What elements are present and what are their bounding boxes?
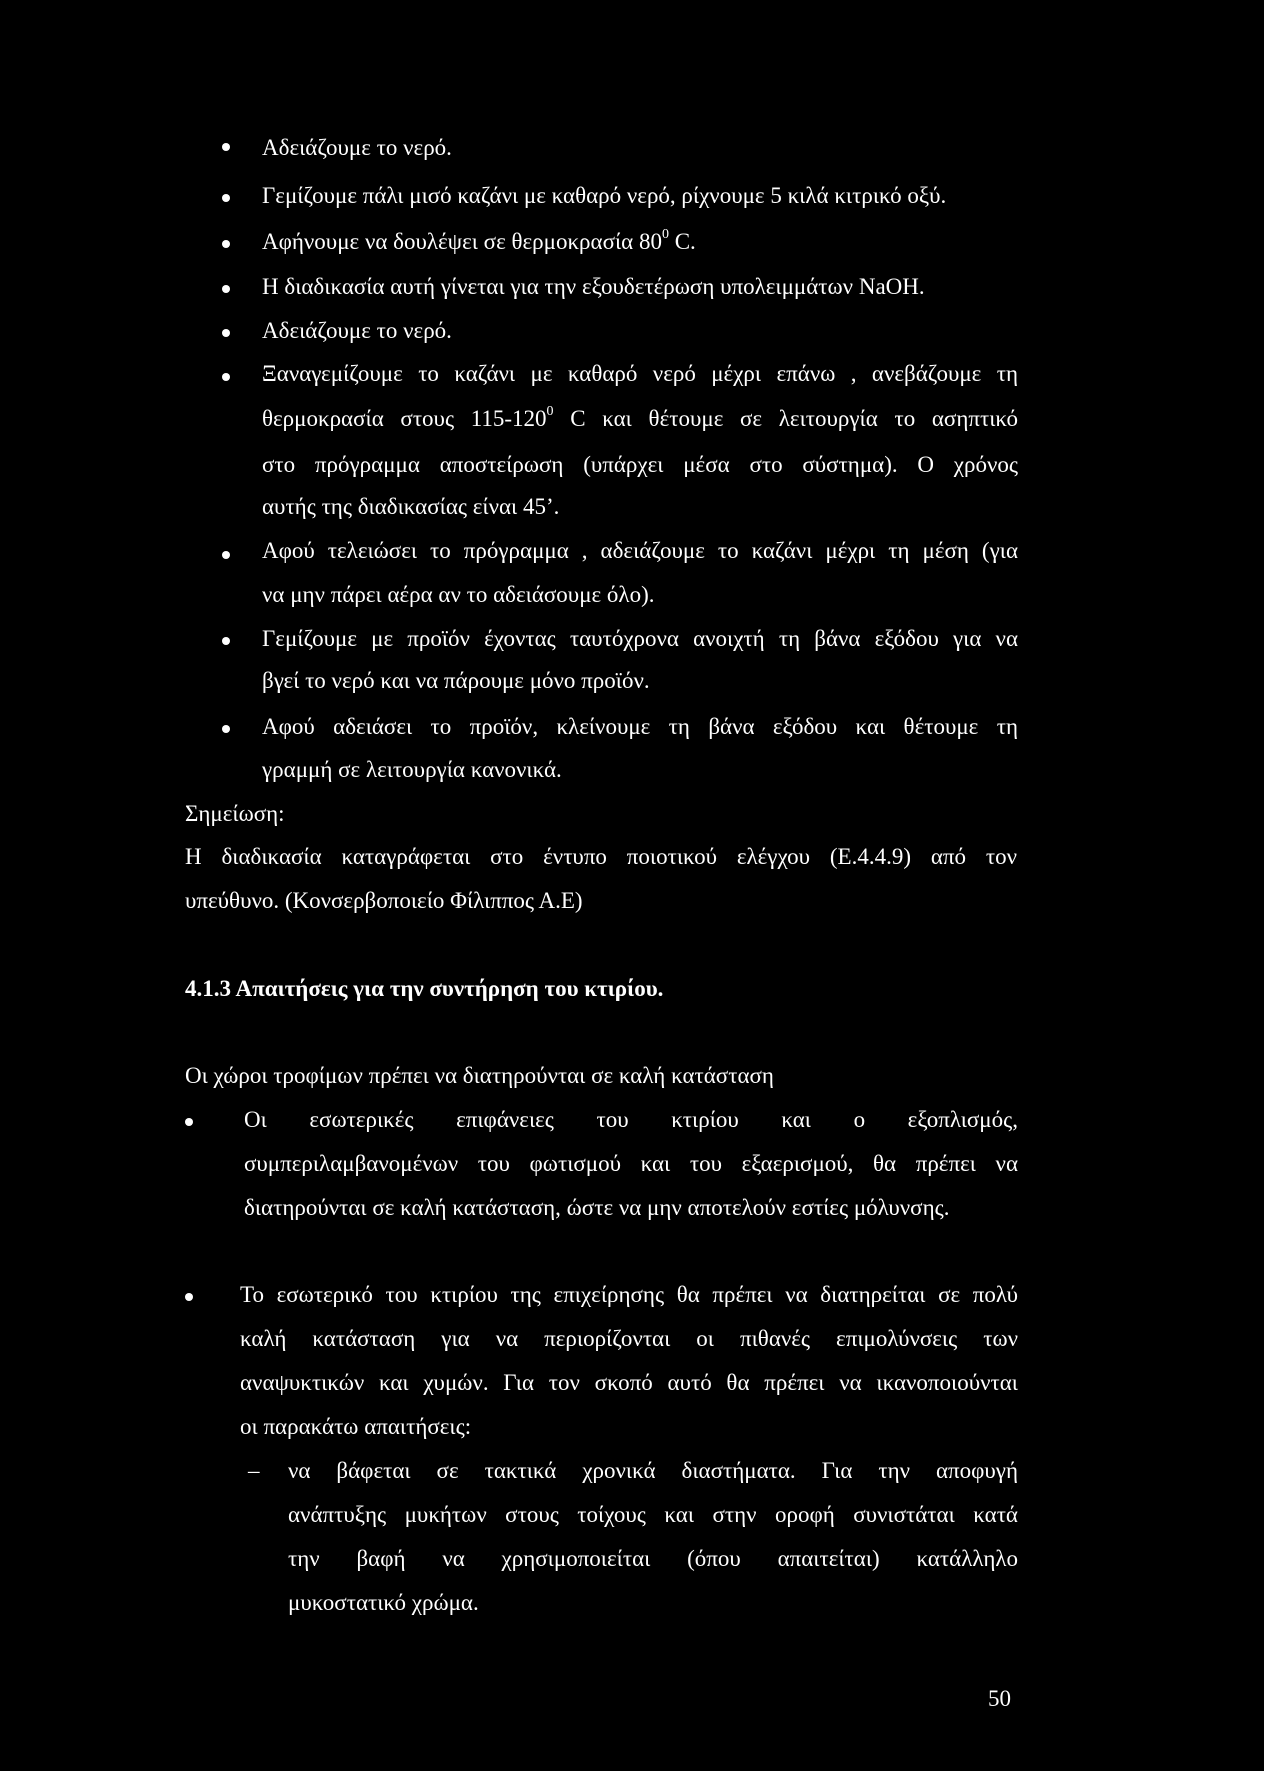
bullet-text: Αφήνουμε να δουλέψει σε θερμοκρασία $80^0$ C. [262, 227, 696, 254]
bullet-text: θερμοκρασία στους $115-120^0$ C και θέτουμε σε λειτουργία το ασηπτικό [262, 404, 1018, 431]
bullet-text: Η διαδικασία αυτή γίνεται για την εξουδετέρωση υπολειμμάτων NaOH. [262, 274, 925, 299]
note-label: Σημείωση: [185, 801, 285, 826]
bullet-dot [185, 1293, 193, 1301]
bullet-text: αναψυκτικών και χυμών. Για τον σκοπό αυτό θα πρέπει να ικανοποιούνται [240, 1370, 1018, 1395]
page-number: 50 [988, 1686, 1011, 1711]
bullet-text: Οι εσωτερικές επιφάνειες του κτιρίου και ο εξοπλισμός, [244, 1107, 1018, 1132]
dash-item-text: την βαφή να χρησιμοποιείται (όπου απαιτείται) κατάλληλο [288, 1546, 1018, 1571]
dash-item-text: ανάπτυξης μυκήτων στους τοίχους και στην οροφή συνιστάται κατά [288, 1502, 1018, 1527]
dash-item-text: να βάφεται σε τακτικά χρονικά διαστήματα. Για την αποφυγή [288, 1458, 1018, 1483]
bullet-text: οι παρακάτω απαιτήσεις: [240, 1414, 472, 1439]
bullet-text: αυτής της διαδικασίας είναι 45’. [262, 494, 560, 519]
bullet-text: στο πρόγραμμα αποστείρωση (υπάρχει μέσα στο σύστημα). Ο χρόνος [262, 452, 1018, 477]
note-text: υπεύθυνο. (Κονσερβοποιείο Φίλιππος Α.Ε) [185, 888, 583, 913]
bullet-text: βγεί το νερό και να πάρουμε μόνο προϊόν. [262, 668, 650, 693]
bullet-text: Αδειάζουμε το νερό. [262, 318, 452, 343]
bullet-text: Γεμίζουμε πάλι μισό καζάνι με καθαρό νερό, ρίχνουμε 5 κιλά κιτρικό οξύ. [262, 183, 947, 208]
bullet-dot [222, 725, 230, 733]
bullet-text: Γεμίζουμε με προϊόν έχοντας ταυτόχρονα ανοιχτή τη βάνα εξόδου για να [262, 626, 1018, 651]
bullet-dot [222, 637, 230, 645]
section-heading: 4.1.3 Απαιτήσεις για την συντήρηση του κτιρίου. [185, 976, 664, 1001]
bullet-text: καλή κατάσταση για να περιορίζονται οι πιθανές επιμολύνσεις των [240, 1326, 1018, 1351]
dash-item-text: μυκοστατικό χρώμα. [288, 1590, 479, 1615]
bullet-text: Αφού αδειάσει το προϊόν, κλείνουμε τη βάνα εξόδου και θέτουμε τη [262, 714, 1018, 739]
dash-marker: – [248, 1458, 260, 1483]
bullet-text: γραμμή σε λειτουργία κανονικά. [262, 757, 562, 782]
bullet-text: Αδειάζουμε το νερό. [262, 135, 452, 160]
bullet-text: Ξαναγεμίζουμε το καζάνι με καθαρό νερό μέχρι επάνω , ανεβάζουμε τη [262, 361, 1018, 386]
bullet-dot [222, 143, 230, 151]
bullet-text: διατηρούνται σε καλή κατάσταση, ώστε να μην αποτελούν εστίες μόλυνσης. [244, 1195, 950, 1220]
bullet-dot [222, 240, 230, 248]
note-text: Η διαδικασία καταγράφεται στο έντυπο ποιοτικού ελέγχου (Ε.4.4.9) από τον [185, 844, 1017, 869]
bullet-text: Το εσωτερικό του κτιρίου της επιχείρησης θα πρέπει να διατηρείται σε πολύ [240, 1282, 1018, 1307]
bullet-dot [222, 551, 230, 559]
bullet-text: Αφού τελειώσει το πρόγραμμα , αδειάζουμε το καζάνι μέχρι τη μέση (για [262, 538, 1018, 563]
bullet-text: να μην πάρει αέρα αν το αδειάσουμε όλο). [262, 582, 655, 607]
bullet-dot [222, 285, 230, 293]
bullet-dot [185, 1118, 193, 1126]
bullet-dot [222, 329, 230, 337]
intro-text: Οι χώροι τροφίμων πρέπει να διατηρούνται σε καλή κατάσταση [185, 1063, 774, 1088]
bullet-text: συμπεριλαμβανομένων του φωτισμού και του εξαερισμού, θα πρέπει να [244, 1151, 1018, 1176]
bullet-dot [222, 194, 230, 202]
bullet-dot [222, 373, 230, 381]
